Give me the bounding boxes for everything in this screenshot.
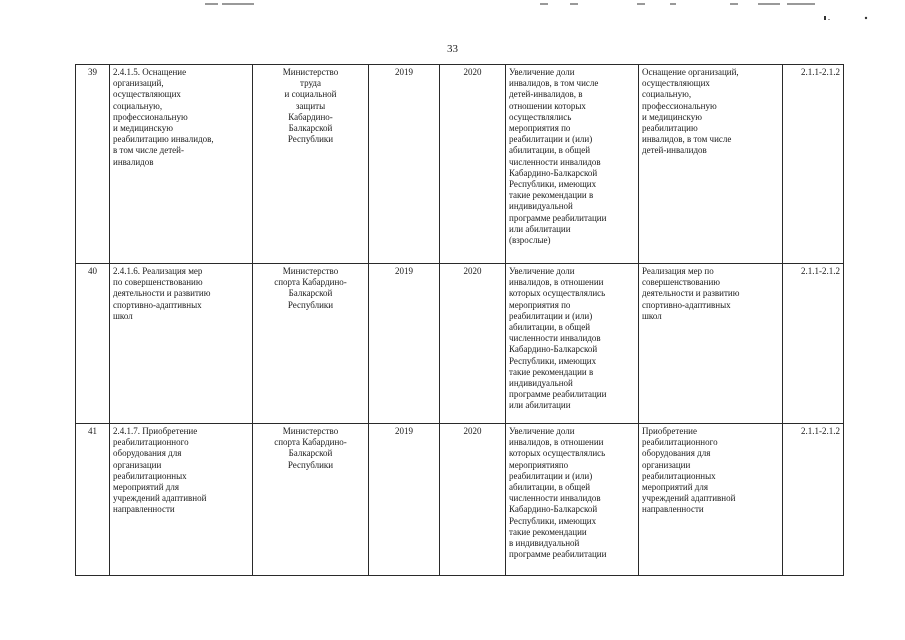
scan-artifacts [0,0,905,20]
start-year-cell: 2019 [369,424,440,576]
executor-cell: Министерство спорта Кабардино- Балкарской Республики [253,264,369,424]
row-number: 40 [76,264,110,424]
start-year-cell: 2019 [369,65,440,264]
measure-cell: 2.4.1.6. Реализация мер по совершенствованию деятельности и развитию спортивно-адаптивных школ [110,264,253,424]
executor-cell: Министерство спорта Кабардино- Балкарской Республики [253,424,369,576]
result-cell: Увеличение доли инвалидов, в том числе детей-инвалидов, в отношении которых осуществлялись мероприятия по реабилитации и (или) абилитации, в общей численности инвалидов Кабардино-Балкарской Республики, имеющих такие рекомендации в индивидуальной программе реабилитации или абилитации (взрослые) [506,65,639,264]
description-cell: Приобретение реабилитационного оборудования для организации реабилитационных мероприятий для учреждений адаптивной направленности [639,424,783,576]
row-number: 41 [76,424,110,576]
indicator-code-cell: 2.1.1-2.1.2 [783,65,844,264]
table-row [76,424,844,576]
indicator-code-cell: 2.1.1-2.1.2 [783,424,844,576]
description-cell: Реализация мер по совершенствованию деятельности и развитию спортивно-адаптивных школ [639,264,783,424]
table-row [76,65,844,264]
row-number: 39 [76,65,110,264]
result-cell: Увеличение доли инвалидов, в отношении которых осуществлялись мероприятия по реабилитации и (или) абилитации, в общей численности инвалидов Кабардино-Балкарской Республики, имеющих такие рекомендации в индивидуальной программе реабилитации или абилитации [506,264,639,424]
table-row [76,264,844,424]
description-cell: Оснащение организаций, осуществляющих социальную, профессиональную и медицинскую реабилитацию инвалидов, в том числе детей-инвалидов [639,65,783,264]
result-cell: Увеличение доли инвалидов, в отношении которых осуществлялись мероприятияпо реабилитации и (или) абилитации, в общей численности инвалидов Кабардино-Балкарской Республики, имеющих такие рекомендации в индивидуальной программе реабилитации [506,424,639,576]
indicator-code-cell: 2.1.1-2.1.2 [783,264,844,424]
start-year-cell: 2019 [369,264,440,424]
executor-cell: Министерство труда и социальной защиты Кабардино- Балкарской Республики [253,65,369,264]
measure-cell: 2.4.1.5. Оснащение организаций, осуществляющих социальную, профессиональную и медицинскую реабилитацию инвалидов, в том числе детей- инвалидов [110,65,253,264]
measures-table [75,64,844,576]
end-year-cell: 2020 [440,264,506,424]
end-year-cell: 2020 [440,65,506,264]
page-number: 33 [447,43,458,55]
measure-cell: 2.4.1.7. Приобретение реабилитационного оборудования для организации реабилитационных мероприятий для учреждений адаптивной направленности [110,424,253,576]
end-year-cell: 2020 [440,424,506,576]
